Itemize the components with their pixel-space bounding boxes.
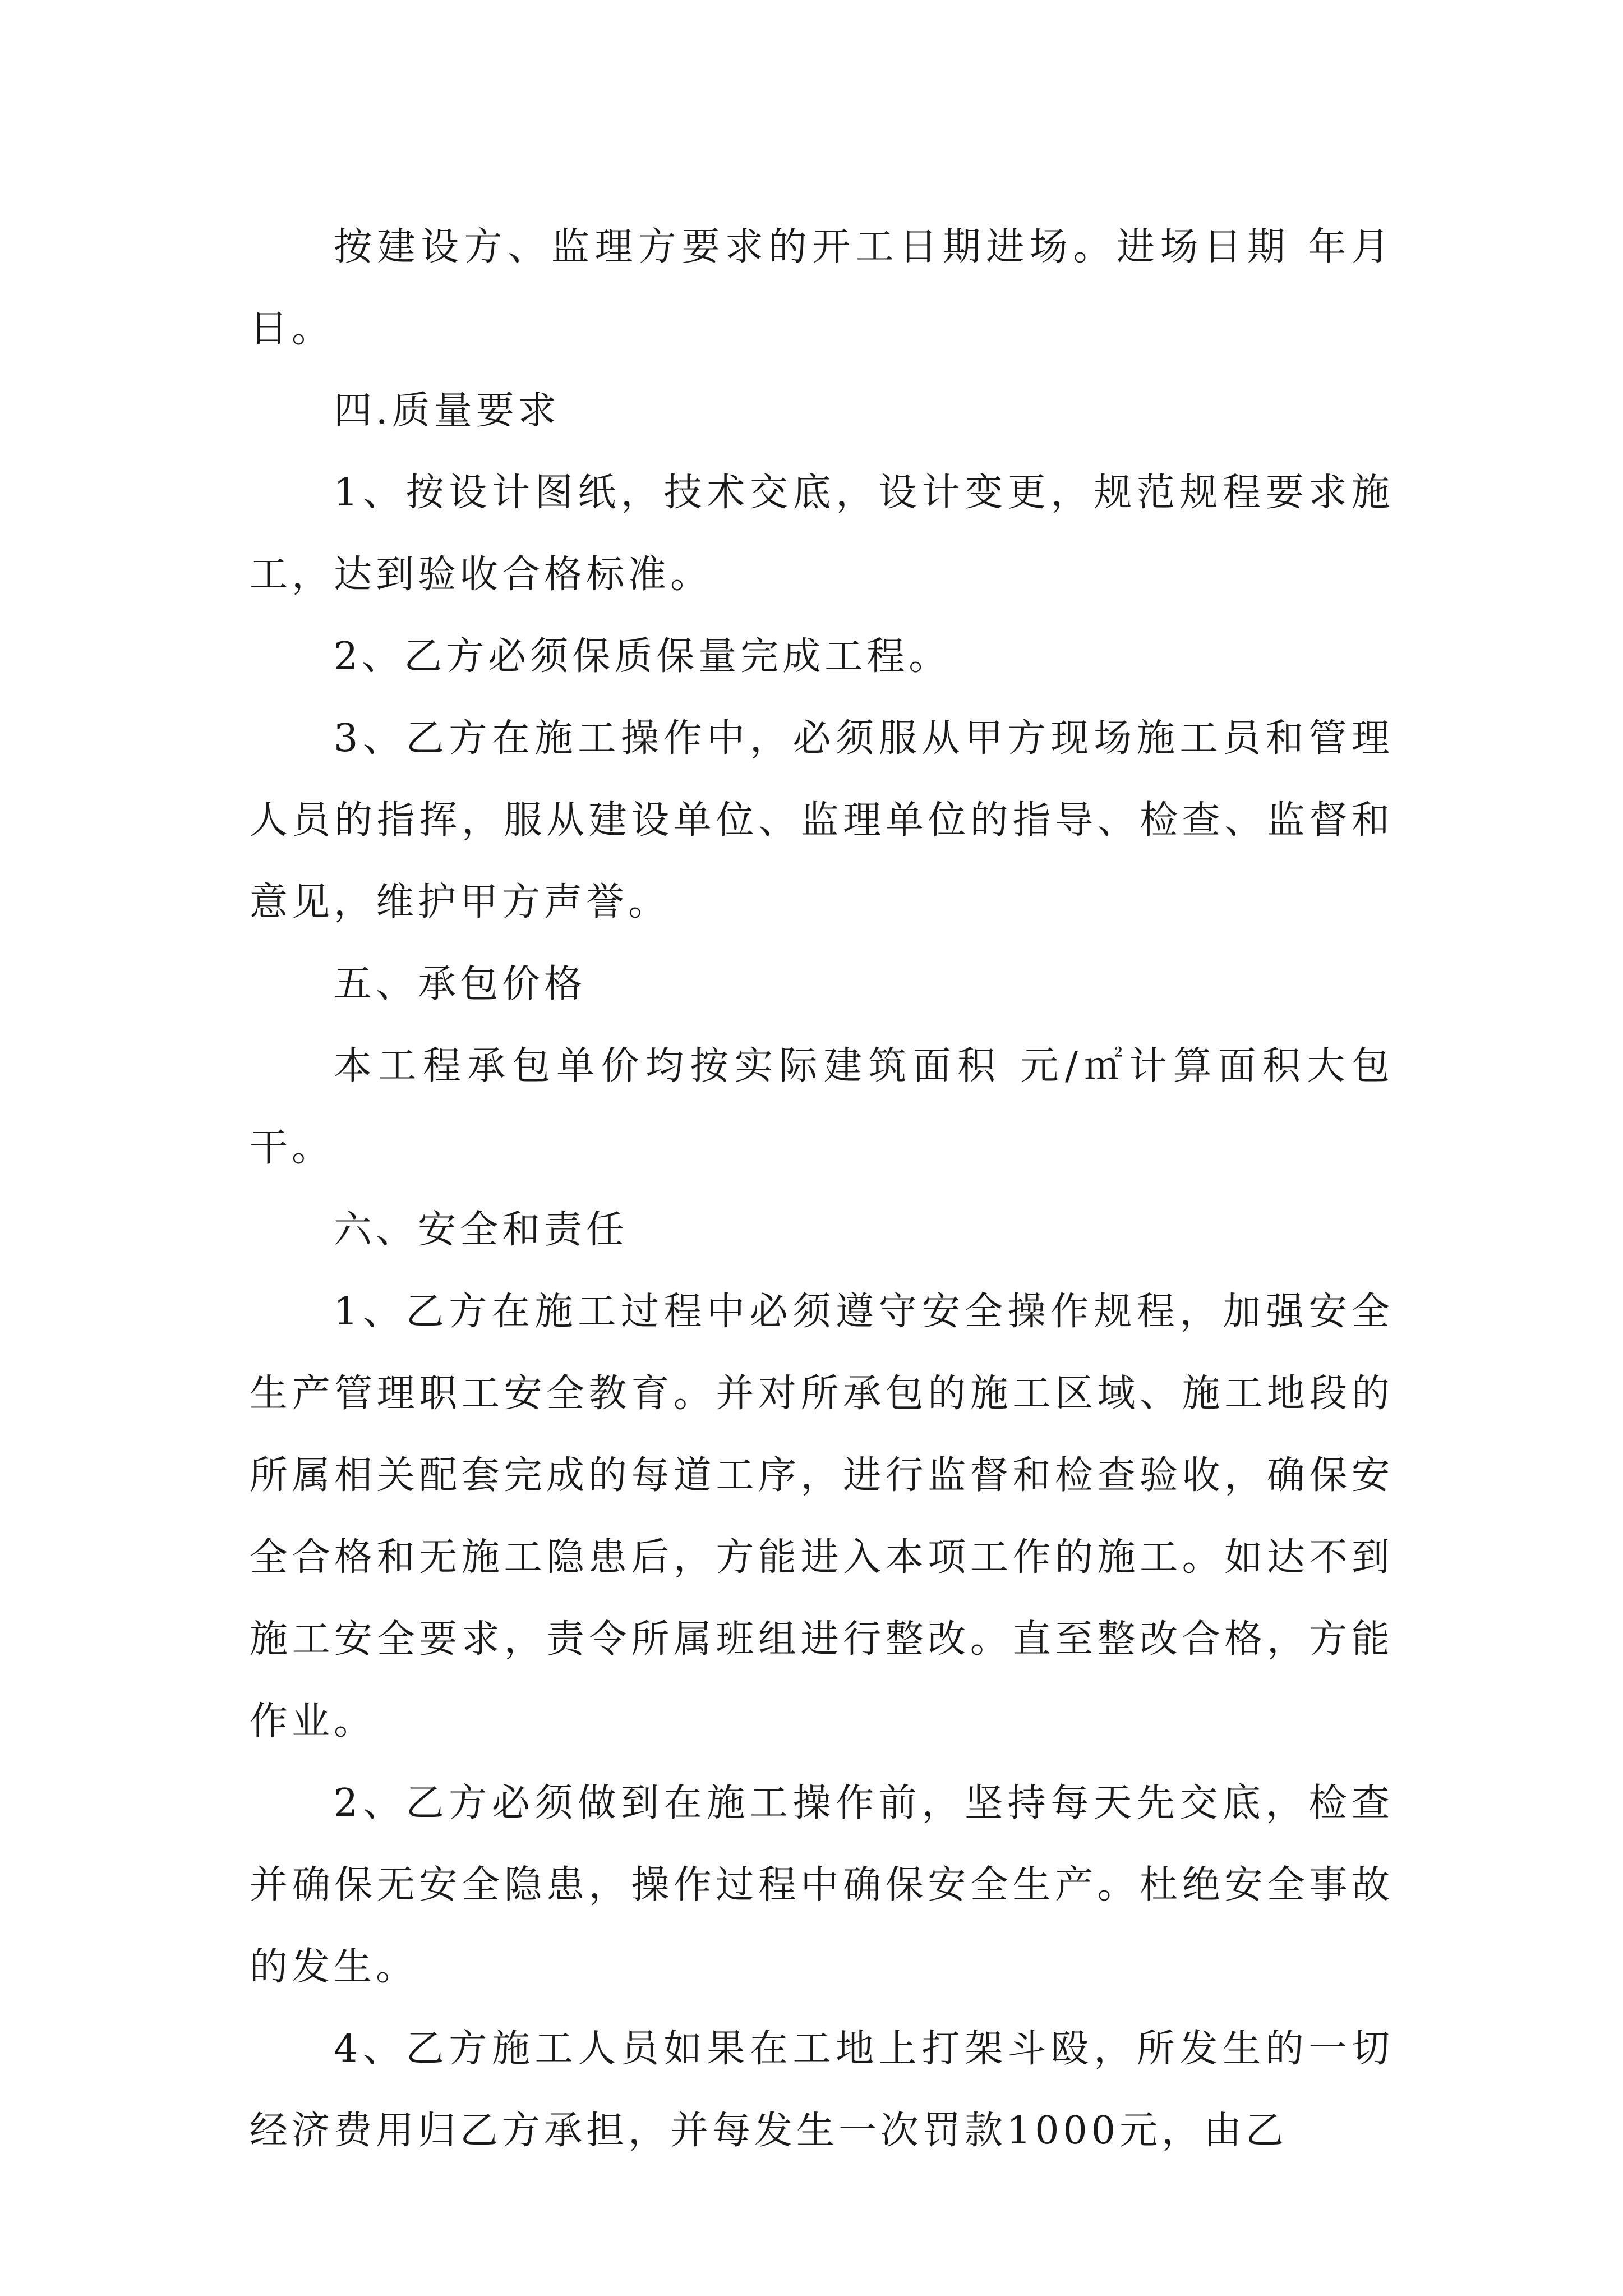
heading-contract-price: 五、承包价格: [334, 962, 587, 1006]
paragraph-safety-1: 1、乙方在施工过程中必须遵守安全操作规程，加强安全生产管理职工安全教育。并对所承包的施工区域、施工地段的所属相关配套完成的每道工序，进行监督和检查验收，确保安全合格和无施工隐患后，方能进入本项工作的施工。如达不到施工安全要求，责令所属班组进行整改。直至整改合格，方能作业。: [250, 1290, 1394, 1743]
paragraph-quality-1: 1、按设计图纸，技术交底，设计变更，规范规程要求施工，达到验收合格标准。: [250, 471, 1394, 597]
heading-safety-responsibility: 六、安全和责任: [334, 1208, 629, 1252]
paragraph-quality-2: 2、乙方必须保质保量完成工程。: [334, 634, 951, 679]
heading-quality-requirements: 四.质量要求: [334, 389, 560, 433]
document-body: [250, 206, 1394, 2172]
paragraph-safety-2: 2、乙方必须做到在施工操作前，坚持每天先交底，检查并确保无安全隐患，操作过程中确保安全生产。杜绝安全事故的发生。: [250, 1781, 1394, 1989]
paragraph-quality-3: 3、乙方在施工操作中，必须服从甲方现场施工员和管理人员的指挥，服从建设单位、监理单位的指导、检查、监督和意见，维护甲方声誉。: [250, 716, 1394, 924]
paragraph-entry-date: 按建设方、监理方要求的开工日期进场。进场日期 年月日。: [250, 225, 1394, 351]
paragraph-safety-4: 4、乙方施工人员如果在工地上打架斗殴，所发生的一切经济费用归乙方承担，并每发生一次罚款1000元，由乙: [250, 2027, 1394, 2153]
paragraph-contract-price: 本工程承包单价均按实际建筑面积 元/㎡计算面积大包干。: [250, 1044, 1394, 1170]
